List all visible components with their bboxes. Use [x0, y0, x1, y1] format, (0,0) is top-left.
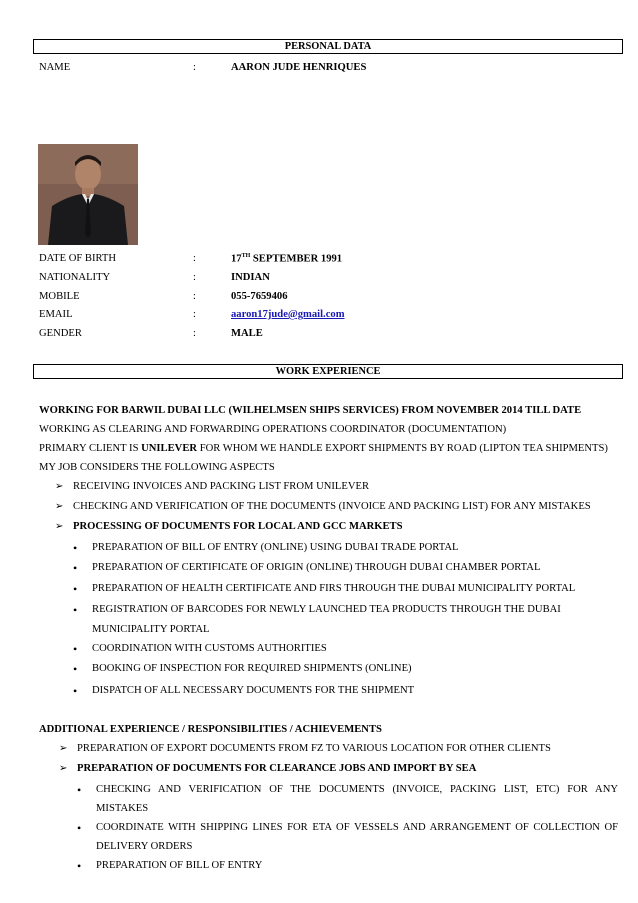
bullet-dot-icon: • — [73, 561, 78, 575]
work-bullet-1: PREPARATION OF BILL OF ENTRY (ONLINE) USING DUBAI TRADE PORTAL — [92, 542, 459, 553]
dob-colon: : — [193, 253, 196, 264]
dob-value — [231, 253, 342, 265]
arrow-bullet-icon: ➢ — [55, 521, 64, 532]
email-label: EMAIL — [39, 309, 73, 320]
additional-bullet-2: COORDINATE WITH SHIPPING LINES FOR ETA OF VESSELS AND ARRANGEMENT OF COLLECTION OF — [96, 822, 618, 833]
work-bullet-4: REGISTRATION OF BARCODES FOR NEWLY LAUNCHED TEA PRODUCTS THROUGH THE DUBAI — [92, 604, 561, 615]
work-position-line: WORKING AS CLEARING AND FORWARDING OPERATIONS COORDINATOR (DOCUMENTATION) — [39, 424, 507, 435]
mobile-colon: : — [193, 291, 196, 302]
mobile-value: 055-7659406 — [231, 291, 288, 302]
bullet-dot-icon: • — [77, 821, 82, 835]
additional-bullet-3: PREPARATION OF BILL OF ENTRY — [96, 860, 263, 871]
arrow-bullet-icon: ➢ — [59, 743, 68, 754]
additional-arrow-item-2: PREPARATION OF DOCUMENTS FOR CLEARANCE JOBS AND IMPORT BY SEA — [77, 763, 477, 774]
nationality-label: NATIONALITY — [39, 272, 111, 283]
client-name: UNILEVER — [141, 443, 198, 454]
additional-bullet-2-cont: DELIVERY ORDERS — [96, 841, 193, 852]
work-bullet-3: PREPARATION OF HEALTH CERTIFICATE AND FIRS THROUGH THE DUBAI MUNICIPALITY PORTAL — [92, 583, 576, 594]
email-colon: : — [193, 309, 196, 320]
bullet-dot-icon: • — [73, 642, 78, 656]
dob-label: DATE OF BIRTH — [39, 253, 117, 264]
bullet-dot-icon: • — [73, 582, 78, 596]
work-bullet-6: BOOKING OF INSPECTION FOR REQUIRED SHIPMENTS (ONLINE) — [92, 663, 412, 674]
work-aspects-line: MY JOB CONSIDERS THE FOLLOWING ASPECTS — [39, 462, 275, 473]
bullet-dot-icon: • — [73, 684, 78, 698]
dob-day: 17 — [231, 253, 242, 265]
dob-rest: SEPTEMBER 1991 — [250, 253, 343, 265]
bullet-dot-icon: • — [77, 783, 82, 797]
work-bullet-5: COORDINATION WITH CUSTOMS AUTHORITIES — [92, 643, 327, 654]
client-post: FOR WHOM WE HANDLE EXPORT SHIPMENTS BY ROAD (LIPTON TEA SHIPMENTS) — [197, 443, 608, 454]
nationality-colon: : — [193, 272, 196, 283]
name-value: AARON JUDE HENRIQUES — [231, 62, 367, 73]
work-experience-header: WORK EXPERIENCE — [33, 364, 623, 379]
profile-photo — [38, 144, 138, 245]
work-arrow-item-3: PROCESSING OF DOCUMENTS FOR LOCAL AND GCC MARKETS — [73, 521, 403, 532]
work-title: WORKING FOR BARWIL DUBAI LLC (WILHELMSEN SHIPS SERVICES) FROM NOVEMBER 2014 TILL DATE — [39, 405, 582, 416]
work-bullet-7: DISPATCH OF ALL NECESSARY DOCUMENTS FOR THE SHIPMENT — [92, 685, 415, 696]
name-label: NAME — [39, 62, 71, 73]
gender-value: MALE — [231, 328, 263, 339]
bullet-dot-icon: • — [73, 603, 78, 617]
work-arrow-item-2: CHECKING AND VERIFICATION OF THE DOCUMENTS (INVOICE AND PACKING LIST) FOR ANY MISTAKES — [73, 501, 591, 512]
arrow-bullet-icon: ➢ — [55, 481, 64, 492]
work-bullet-2: PREPARATION OF CERTIFICATE OF ORIGIN (ONLINE) THROUGH DUBAI CHAMBER PORTAL — [92, 562, 541, 573]
additional-arrow-item-1: PREPARATION OF EXPORT DOCUMENTS FROM FZ TO VARIOUS LOCATION FOR OTHER CLIENTS — [77, 743, 551, 754]
arrow-bullet-icon: ➢ — [59, 763, 68, 774]
additional-title: ADDITIONAL EXPERIENCE / RESPONSIBILITIES / ACHIEVEMENTS — [39, 724, 382, 735]
gender-label: GENDER — [39, 328, 82, 339]
work-bullet-4-cont: MUNICIPALITY PORTAL — [92, 624, 210, 635]
dob-suffix: TH — [241, 253, 251, 259]
additional-bullet-1: CHECKING AND VERIFICATION OF THE DOCUMENTS (INVOICE, PACKING LIST, ETC) FOR ANY — [96, 784, 618, 795]
personal-data-header: PERSONAL DATA — [33, 39, 623, 54]
bullet-dot-icon: • — [77, 859, 82, 873]
name-colon: : — [193, 62, 196, 73]
arrow-bullet-icon: ➢ — [55, 501, 64, 512]
work-client-line — [39, 443, 608, 454]
email-link[interactable]: aaron17jude@gmail.com — [231, 309, 345, 320]
work-arrow-item-1: RECEIVING INVOICES AND PACKING LIST FROM UNILEVER — [73, 481, 370, 492]
gender-colon: : — [193, 328, 196, 339]
additional-bullet-1-cont: MISTAKES — [96, 803, 149, 814]
bullet-dot-icon: • — [73, 541, 78, 555]
bullet-dot-icon: • — [73, 662, 78, 676]
nationality-value: INDIAN — [231, 272, 270, 283]
profile-photo-image — [38, 144, 138, 245]
client-pre: PRIMARY CLIENT IS — [39, 443, 142, 454]
mobile-label: MOBILE — [39, 291, 80, 302]
